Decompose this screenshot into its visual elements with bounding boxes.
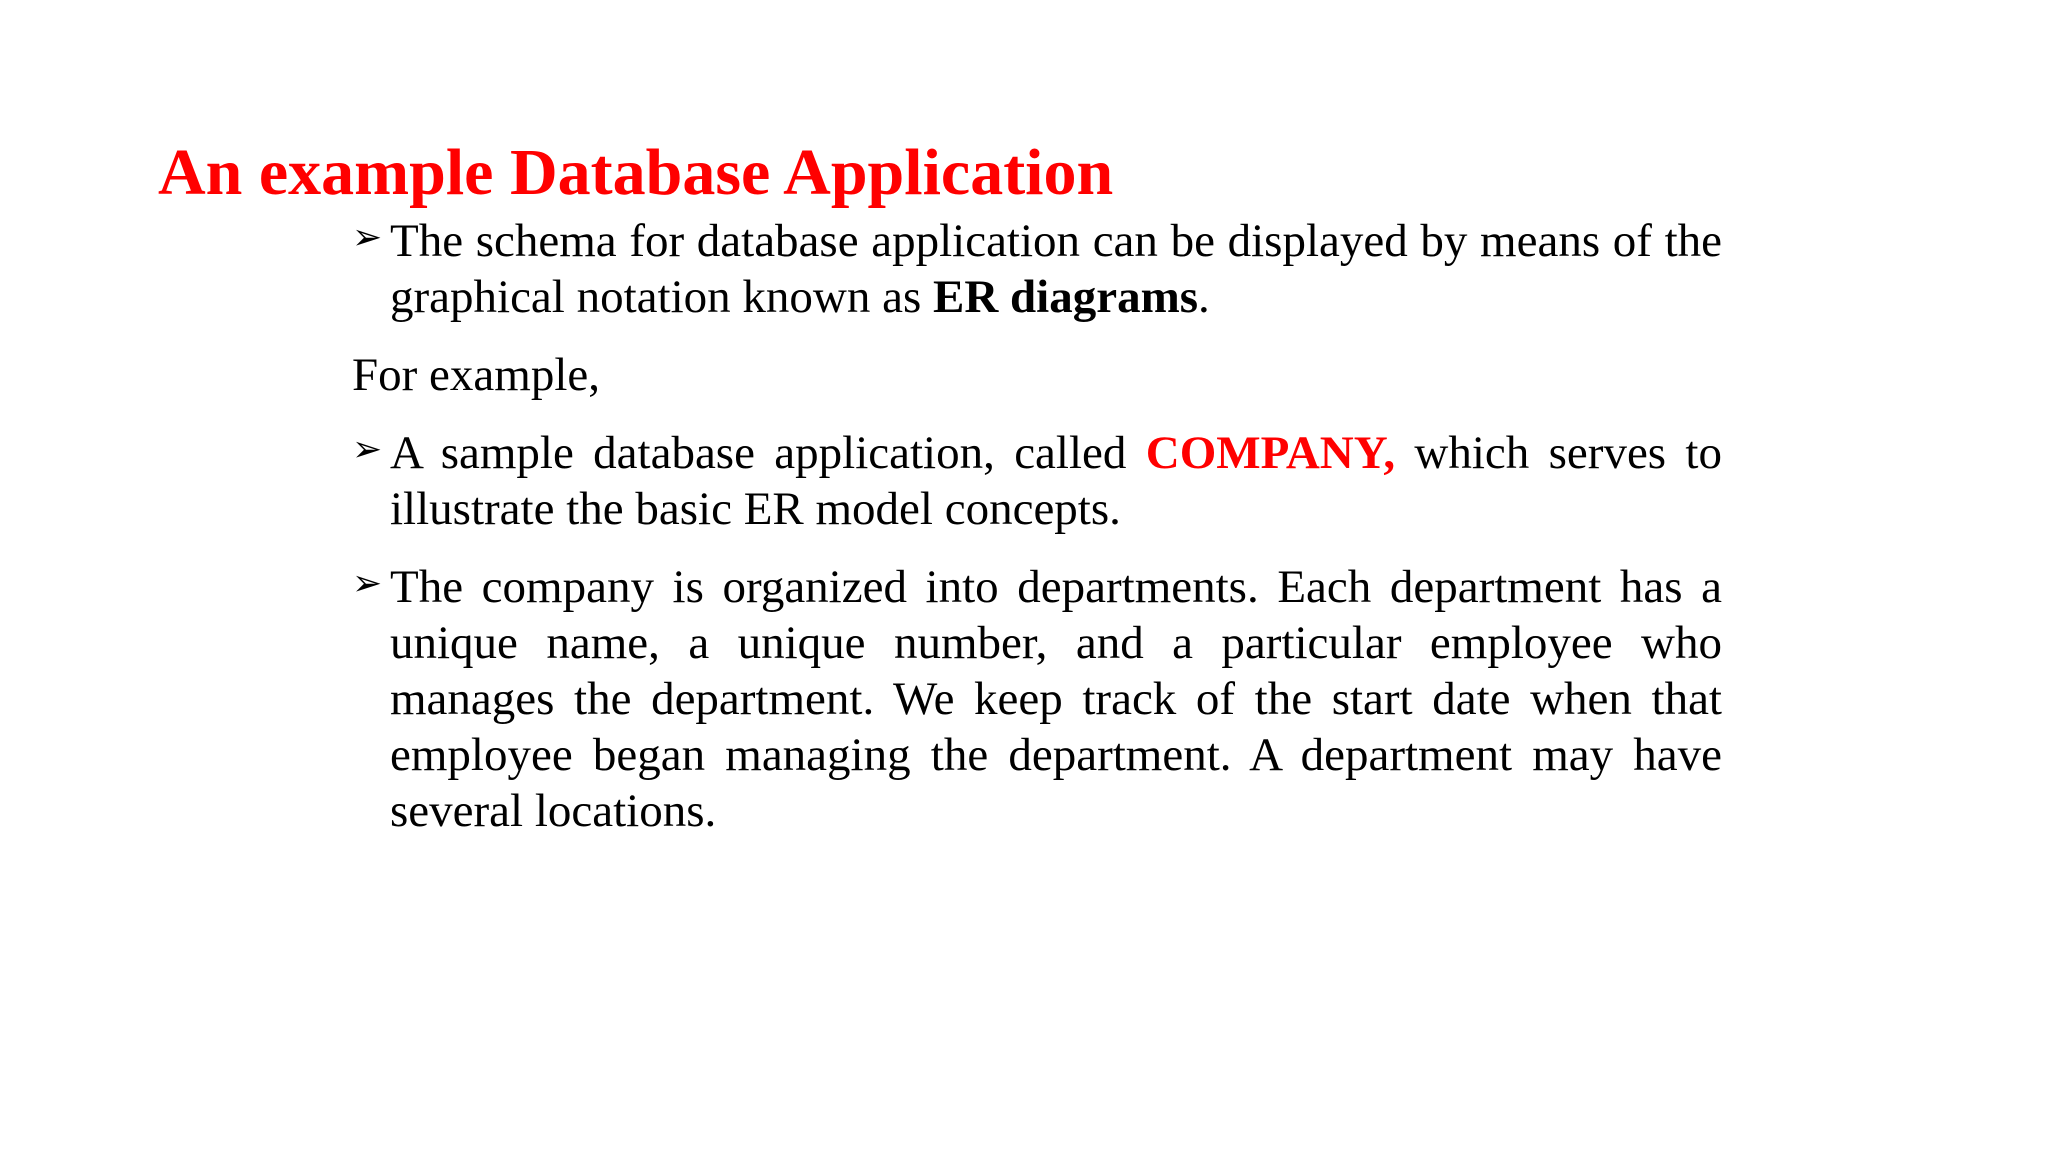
slide-content [352,213,1722,861]
bullet-text: The company is organized into departments. Each department has a unique name, a unique number, and a particular employee who manages the department. We keep track of the start date when that employee began managing the department. A department may have several locations. [390,561,1722,837]
bullet-text-end: which serves to illustrate the basic ER model concepts. [390,427,1722,535]
example-intro: For example, [352,349,600,401]
arrowhead-bullet-icon: ➢ [352,563,383,604]
company-term: COMPANY, [1145,427,1396,479]
arrowhead-bullet-icon: ➢ [352,429,383,470]
bullet-text-end: . [1198,271,1210,323]
bullet-text: A sample database application, called [390,427,1146,479]
er-diagrams-term: ER diagrams [932,271,1199,323]
bullet-er-diagrams [352,213,1722,325]
bullet-departments [352,559,1722,839]
bullet-company [352,425,1722,537]
bullet-text: The schema for database application can be displayed by means of the graphical notation known as [390,215,1722,323]
arrowhead-bullet-icon: ➢ [352,217,383,258]
slide-title: An example Database Application [158,136,1114,209]
